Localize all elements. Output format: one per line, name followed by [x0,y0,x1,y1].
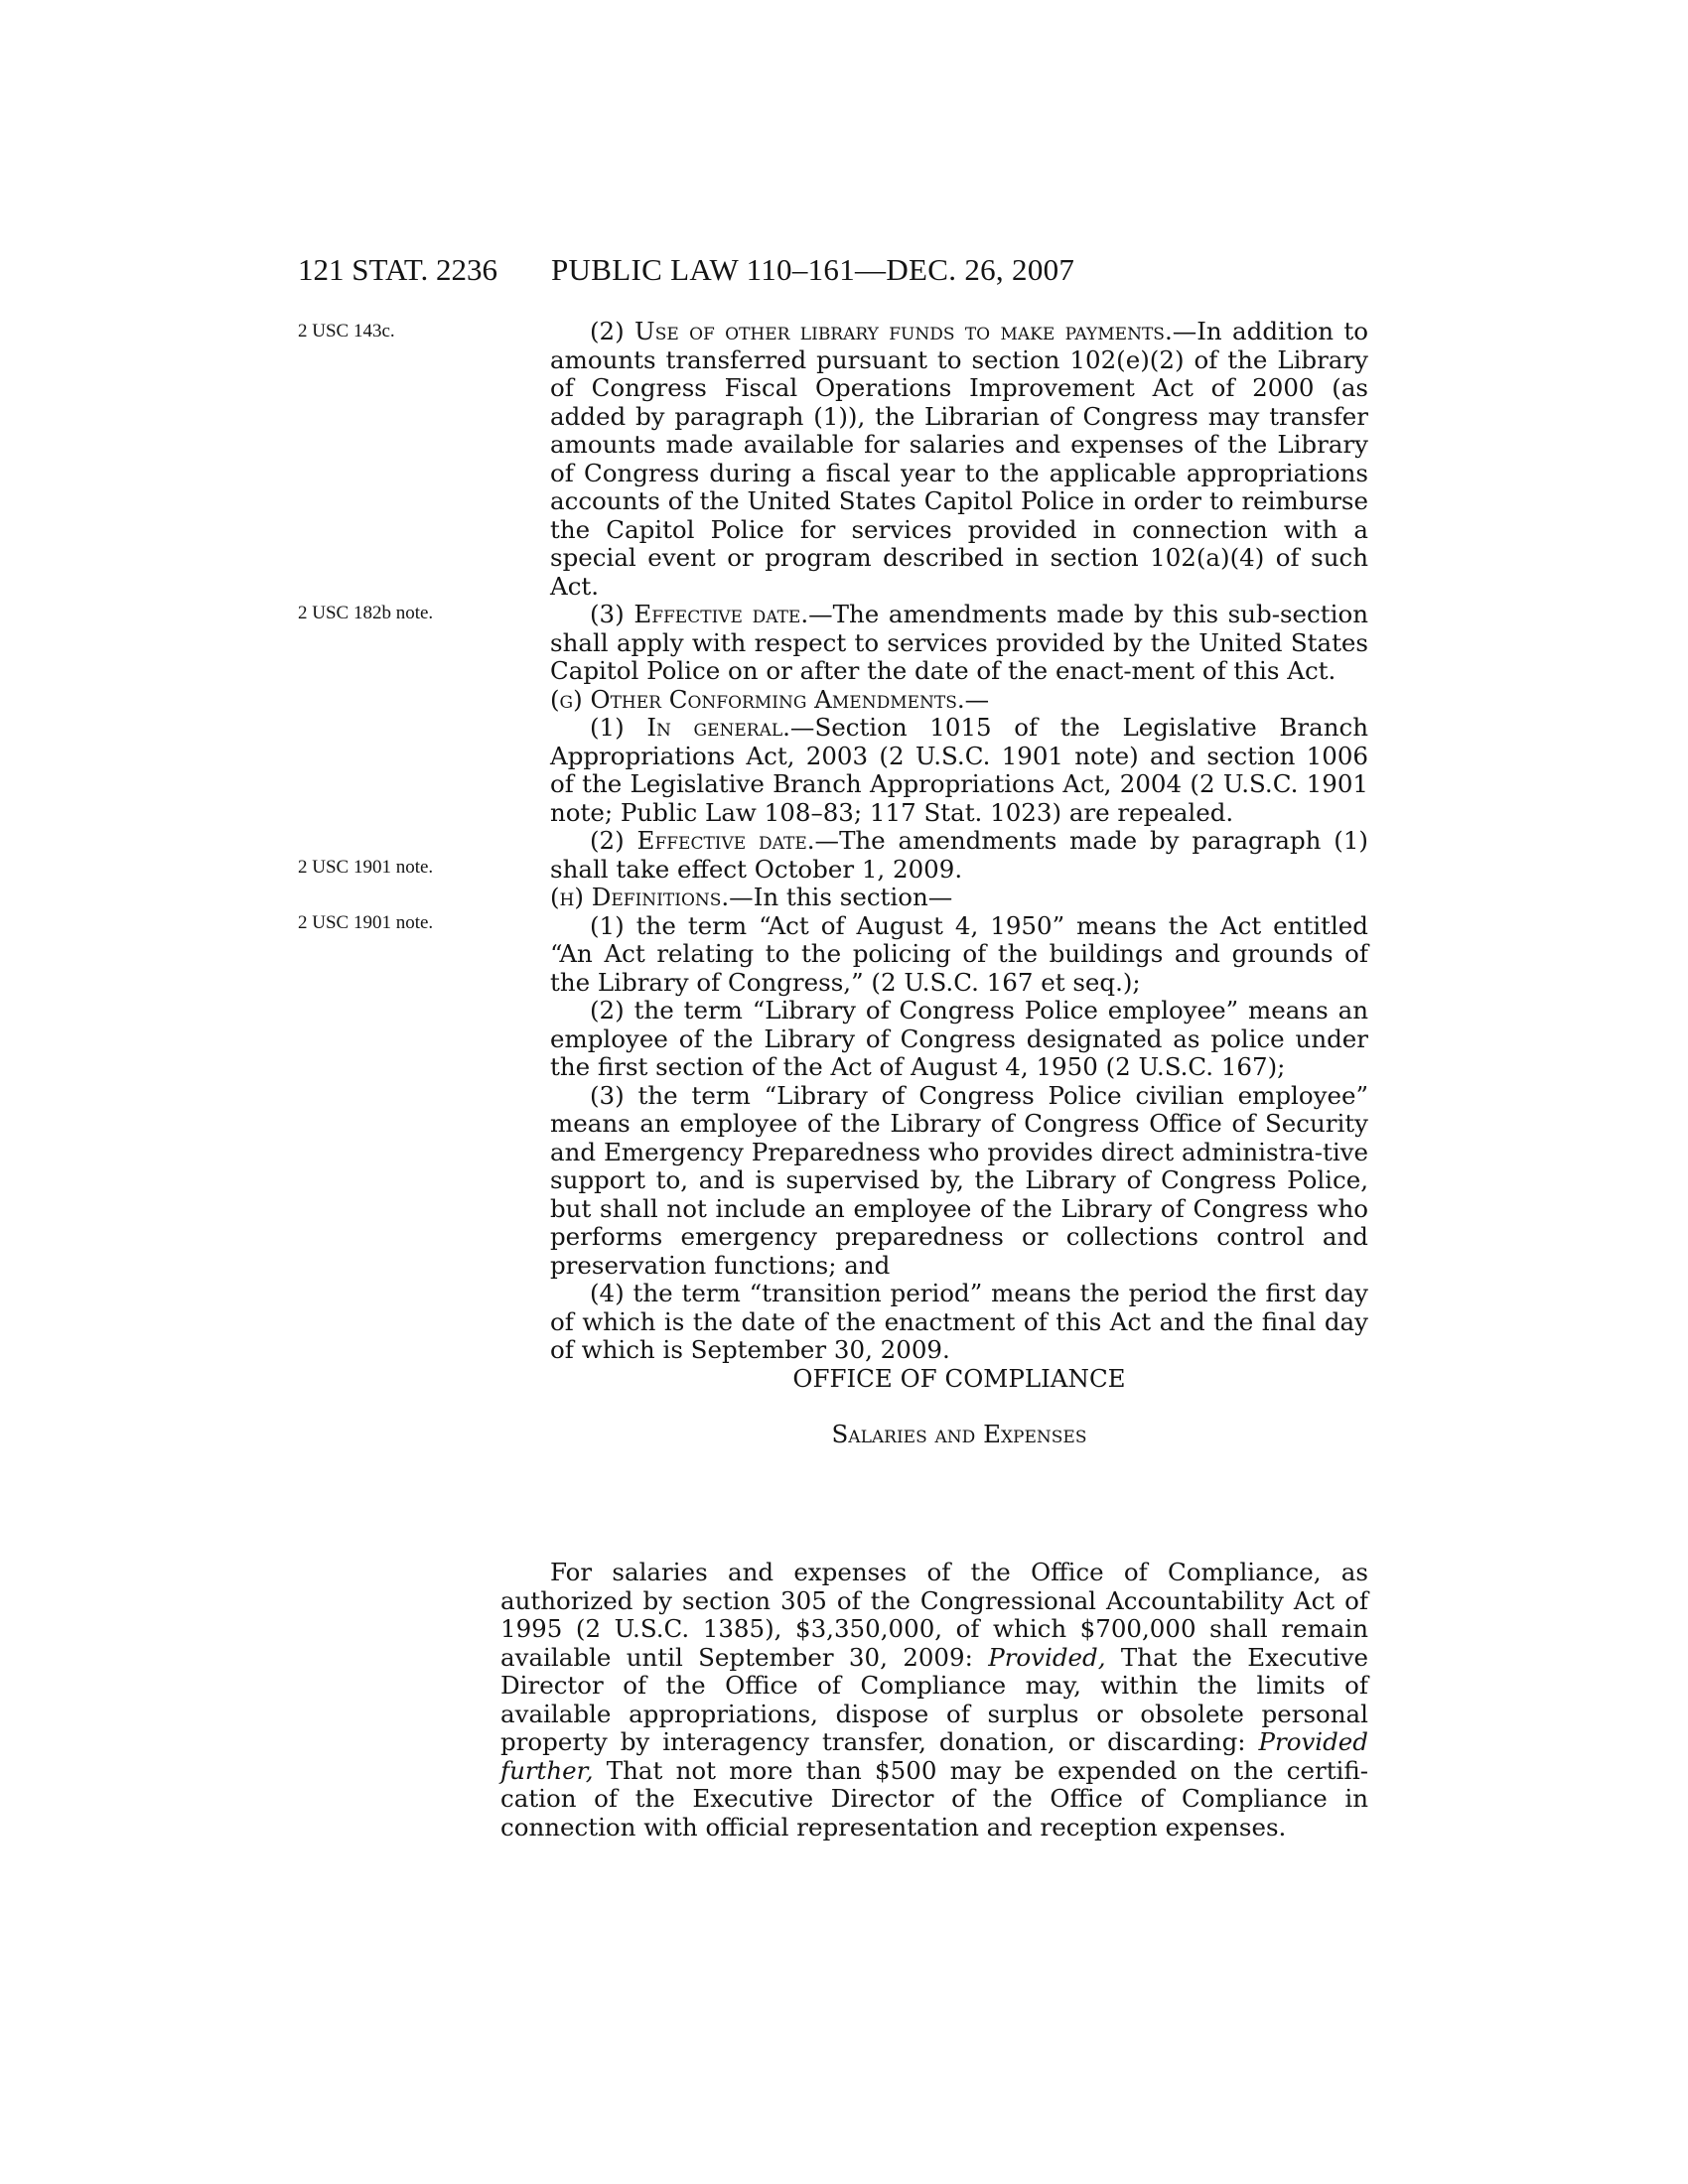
running-head [0,250,1688,290]
definition-2: (2) the term “Library of Congress Police employee” means an employee of the Library of Congress designated as police under the first section of the Act of August 4, 1950 (2 U.S.C. 167); [550,996,1368,1081]
statute-reference: 121 STAT. 2236 [298,252,498,287]
definition-3: (3) the term “Library of Congress Police civilian employee” means an employee of the Library of Congress Office of Security and Emergency Preparedness who provides direct administra-tive support to, and is supervised by, the Library of Congress Police, but shall not include an employee of the Library of Congress who performs emergency preparedness or collections control and preservation functions; and [550,1080,1368,1280]
subsection-g-title: (g) Other Conforming Amendments.— [550,684,990,714]
paragraph-g2-heading: (2) Effective date.— [590,826,840,855]
paragraph-2-text: In addition to amounts transferred pursuant to section 102(e)(2) of the Library of Congress Fiscal Operations Improvement Act of 2000 (as added by paragraph (1)), the Librarian of Congress may transfer amounts made available for salaries and expenses of the Library of Congress during a fiscal year to the applicable appropriations accounts of the United States Capitol Police in order to reimburse the Capitol Police for services provided in connection with a special event or program described in section 102(a)(4) of such Act. [550,317,1369,601]
paragraph-g2 [550,827,1368,884]
margin-note-usc-182b: 2 USC 182b note. [298,603,434,623]
paragraph-g2-text: The amendments made by paragraph (1) shall take effect October 1, 2009. [550,826,1368,884]
main-text [550,318,1368,1449]
office-text-b: That the Executive Director of the Office of Compliance may, within the limits of available appropriations, dispose of surplus or obsolete personal property by interagency transfer, donation, or discarding: [500,1642,1368,1756]
margin-note-usc-1901-a: 2 USC 1901 note. [298,857,434,878]
provided-2: Provided further, [500,1727,1368,1785]
subsection-h-heading: (h) Definitions.— [550,883,754,911]
definition-4: (4) the term “transition period” means the period the first day of which is the date of the enactment of this Act and the final day of which is September 30, 2009. [550,1279,1368,1364]
subsection-h [550,884,1368,912]
public-law-reference: PUBLIC LAW 110–161—DEC. 26, 2007 [551,252,1075,287]
paragraph-2 [550,318,1368,601]
paragraph-3 [550,601,1368,686]
paragraph-3-text: The amendments made by this sub-section shall apply with respect to services provided by the United States Capitol Police on or after the date of the enact-ment of this Act. [550,600,1368,685]
office-subtitle: Salaries and Expenses [831,1420,1087,1448]
subsection-g-heading [550,686,1368,715]
paragraph-2-heading: (2) Use of other library funds to make payments.— [590,317,1197,345]
subsection-h-text: In this section— [753,883,953,911]
office-paragraph [500,1559,1368,1842]
office-title: OFFICE OF COMPLIANCE [792,1363,1126,1393]
office-text-c: That not more than $500 may be expended on the certifi-cation of the Executive Director of the Office of Compliance in connection with official representation and reception expenses. [500,1755,1368,1842]
margin-note-usc-1901-b: 2 USC 1901 note. [298,912,434,933]
provided-1: Provided, [988,1642,1106,1672]
office-text-a: For salaries and expenses of the Office of Compliance, as authorized by section 305 of the Congressional Accountability Act of 1995 (2 U.S.C. 1385), $3,350,000, of which $700,000 shall remain available until September 30, 2009: [500,1558,1368,1672]
paragraph-3-heading: (3) Effective date.— [590,600,833,628]
paragraph-g1-text: Section 1015 of the Legislative Branch Appropriations Act, 2003 (2 U.S.C. 1901 note) and section 1006 of the Legislative Branch Appropriations Act, 2004 (2 U.S.C. 1901 note; Public Law 108–83; 117 Stat. 1023) are repealed. [550,713,1368,827]
paragraph-g1-heading: (1) In general.— [590,713,815,742]
definition-1: (1) the term “Act of August 4, 1950” means the Act entitled “An Act relating to the policing of the buildings and grounds of the Library of Congress,” (2 U.S.C. 167 et seq.); [550,910,1368,997]
office-appropriation [500,1559,1368,1842]
margin-note-usc-143c: 2 USC 143c. [298,321,395,341]
paragraph-g1 [550,714,1368,827]
